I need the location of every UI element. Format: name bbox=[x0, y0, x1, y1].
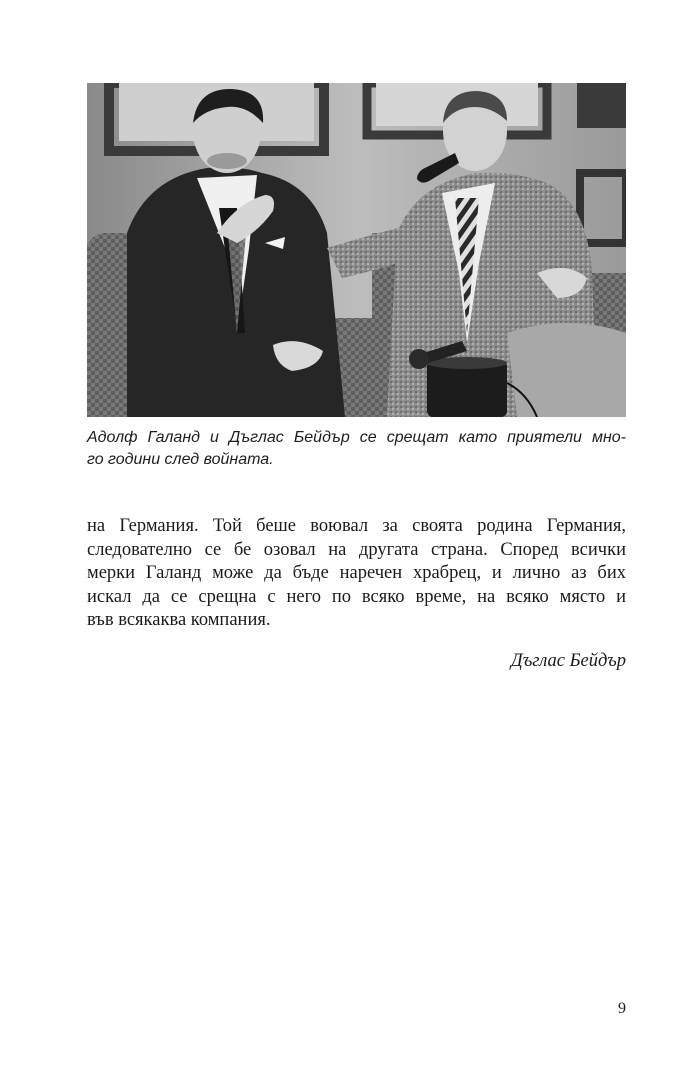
body-paragraph bbox=[87, 515, 626, 633]
body-line-3: мерки Галанд може да бъде наречен храбрец, и лично аз бих bbox=[87, 563, 626, 583]
body-line-5: във всякаква компания. bbox=[87, 610, 271, 630]
photo-galland-bader bbox=[87, 83, 626, 417]
body-line-1: на Германия. Той беше воювал за своята родина Германия, bbox=[87, 516, 626, 536]
body-line-4: искал да се срещна с него по всяко време, на всяко място и bbox=[87, 586, 626, 607]
photo-caption bbox=[87, 427, 626, 471]
photo-illustration bbox=[87, 83, 626, 417]
caption-line-2: го години след войната. bbox=[87, 451, 274, 468]
page-number: 9 bbox=[618, 1000, 626, 1017]
caption-line-1: Адолф Галанд и Дъглас Бейдър се срещат като приятели мно- bbox=[87, 429, 626, 446]
quote-signature: Дъглас Бейдър bbox=[510, 651, 626, 671]
body-line-2: следователно се бе озовал на другата страна. Според всички bbox=[87, 539, 626, 560]
